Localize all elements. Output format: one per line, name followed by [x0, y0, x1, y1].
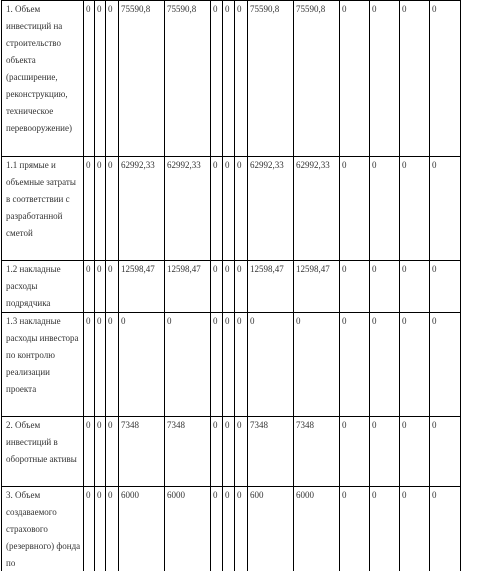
table-cell: 0: [235, 417, 248, 487]
table-cell: 600: [248, 487, 294, 571]
table-cell: 0: [430, 1, 461, 157]
table-cell: 62992,33: [294, 157, 340, 261]
table-cell: 0: [165, 313, 211, 417]
table-cell: 0: [248, 313, 294, 417]
row-label: 1.1 прямые и объемные затраты в соответствии с разработанной сметой: [2, 157, 84, 261]
table-cell: 0: [106, 417, 119, 487]
table-cell: 0: [223, 261, 235, 313]
table-cell: 0: [95, 261, 106, 313]
table-cell: 0: [370, 157, 400, 261]
table-cell: 0: [223, 157, 235, 261]
table-cell: 0: [400, 313, 430, 417]
table-cell: 6000: [165, 487, 211, 571]
table-cell: 0: [370, 261, 400, 313]
table-row: [2, 261, 461, 313]
table-cell: 0: [211, 487, 223, 571]
table-cell: 0: [400, 1, 430, 157]
table-row: [2, 313, 461, 417]
table-cell: 0: [223, 1, 235, 157]
table-cell: 0: [211, 157, 223, 261]
table-row: [2, 157, 461, 261]
table-cell: 0: [223, 417, 235, 487]
table-cell: 0: [235, 157, 248, 261]
table-cell: 7348: [119, 417, 165, 487]
table-row: [2, 487, 461, 571]
table-cell: 0: [400, 417, 430, 487]
table-cell: 0: [235, 487, 248, 571]
table-cell: 0: [84, 417, 95, 487]
table-cell: 12598,47: [294, 261, 340, 313]
table-cell: 0: [340, 417, 370, 487]
table-cell: 0: [211, 313, 223, 417]
table-cell: 6000: [294, 487, 340, 571]
table-cell: 75590,8: [294, 1, 340, 157]
table-row: [2, 1, 461, 157]
table-cell: 7348: [294, 417, 340, 487]
table-cell: 0: [400, 487, 430, 571]
table-cell: 0: [223, 313, 235, 417]
table-cell: 0: [430, 487, 461, 571]
table-cell: 0: [119, 313, 165, 417]
table-cell: 62992,33: [165, 157, 211, 261]
table-cell: 0: [84, 313, 95, 417]
table-cell: 62992,33: [248, 157, 294, 261]
table-cell: 0: [95, 313, 106, 417]
table-cell: 0: [211, 1, 223, 157]
table-cell: 0: [84, 487, 95, 571]
table-cell: 0: [370, 487, 400, 571]
table-cell: 0: [430, 313, 461, 417]
table-cell: 0: [106, 1, 119, 157]
table-cell: 6000: [119, 487, 165, 571]
table-cell: 0: [370, 313, 400, 417]
row-label: 2. Объем инвестиций в оборотные активы: [2, 417, 84, 487]
table-cell: 0: [84, 261, 95, 313]
table-cell: 0: [400, 261, 430, 313]
table-cell: 0: [370, 1, 400, 157]
table-cell: 0: [400, 157, 430, 261]
table-cell: 0: [235, 261, 248, 313]
table-cell: 0: [211, 417, 223, 487]
table-cell: 75590,8: [165, 1, 211, 157]
table-cell: 0: [95, 487, 106, 571]
table-cell: 62992,33: [119, 157, 165, 261]
table-cell: 12598,47: [248, 261, 294, 313]
table-cell: 0: [95, 157, 106, 261]
table-cell: 0: [223, 487, 235, 571]
table-cell: 0: [294, 313, 340, 417]
table-cell: 7348: [248, 417, 294, 487]
table-cell: 0: [106, 157, 119, 261]
table-cell: 0: [84, 157, 95, 261]
table-cell: 0: [430, 157, 461, 261]
table-cell: 0: [340, 487, 370, 571]
table-cell: 0: [430, 417, 461, 487]
row-label: 1.2 накладные расходы подрядчика: [2, 261, 84, 313]
table-cell: 0: [340, 261, 370, 313]
table-cell: 12598,47: [165, 261, 211, 313]
table-cell: 0: [340, 313, 370, 417]
investment-table: [1, 0, 461, 571]
table-cell: 0: [95, 1, 106, 157]
table-cell: 0: [95, 417, 106, 487]
table-cell: 0: [235, 1, 248, 157]
table-body: [2, 1, 461, 571]
row-label: 1.3 накладные расходы инвестора по контролю реализации проекта: [2, 313, 84, 417]
row-label: 3. Объем создаваемого страхового (резервного) фонда по: [2, 487, 84, 571]
table-cell: 0: [430, 261, 461, 313]
table-row: [2, 417, 461, 487]
table-cell: 0: [235, 313, 248, 417]
table-cell: 0: [106, 313, 119, 417]
table-cell: 0: [106, 487, 119, 571]
table-cell: 75590,8: [119, 1, 165, 157]
table-cell: 0: [340, 157, 370, 261]
table-cell: 0: [211, 261, 223, 313]
table-cell: 0: [340, 1, 370, 157]
row-label: 1. Объем инвестиций на строительство объекта (расширение, реконструкцию, техническое перевооружение): [2, 1, 84, 157]
table-cell: 12598,47: [119, 261, 165, 313]
table-cell: 0: [106, 261, 119, 313]
table-cell: 0: [84, 1, 95, 157]
table-cell: 0: [370, 417, 400, 487]
table-cell: 7348: [165, 417, 211, 487]
table-cell: 75590,8: [248, 1, 294, 157]
